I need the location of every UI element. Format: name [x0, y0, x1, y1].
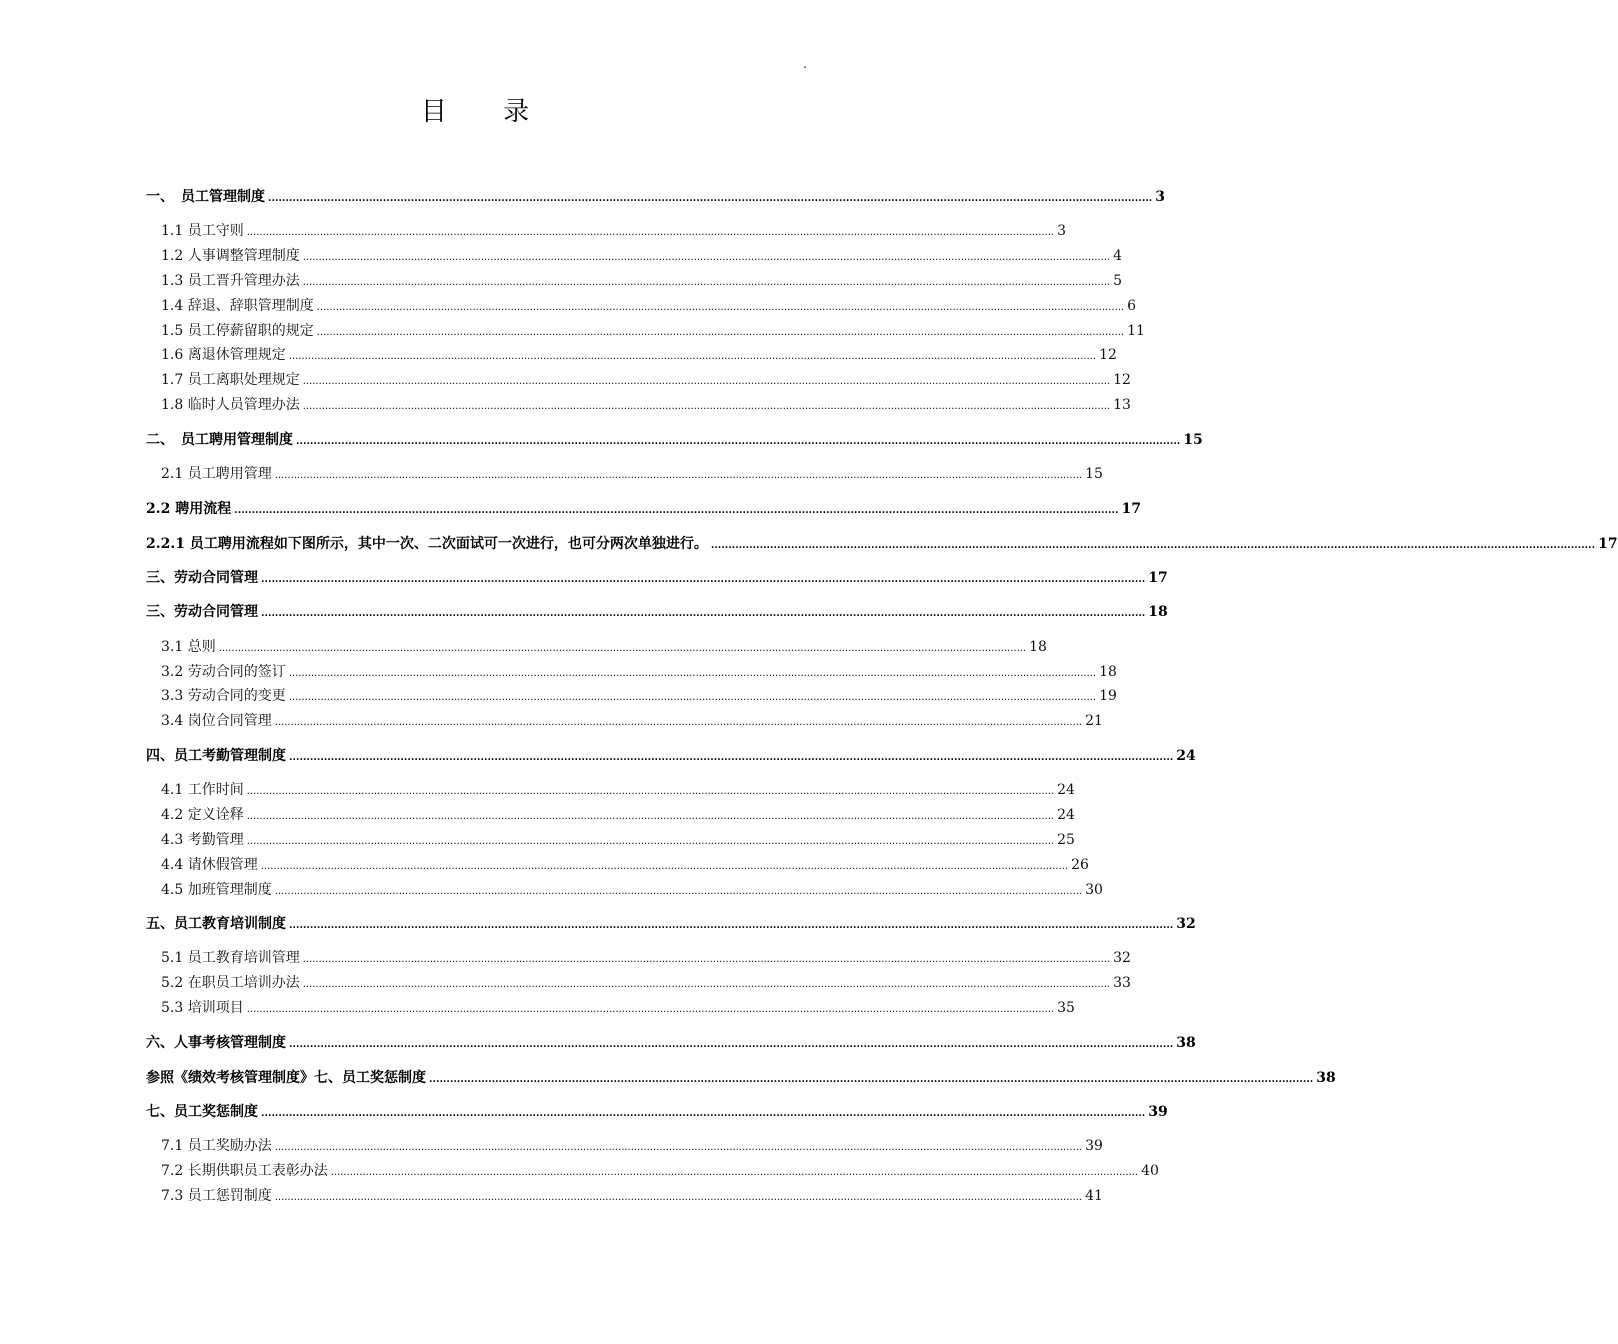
toc-entry-label: 参照《绩效考核管理制度》七、员工奖惩制度 [146, 1070, 426, 1086]
toc-page-number: 15 [1085, 466, 1103, 482]
toc-dot-leader: .............................................................................................................................................................................................................................................................. [302, 376, 1111, 387]
toc-page-number: 40 [1141, 1163, 1159, 1179]
toc-page-number: 12 [1113, 372, 1131, 388]
toc-page-number: 3 [1155, 189, 1166, 205]
toc-entry[interactable] [161, 295, 1137, 317]
toc-entry[interactable] [161, 879, 1103, 901]
toc-entry-label: 三、劳动合同管理 [146, 570, 258, 586]
toc-page-number: 3 [1057, 223, 1067, 239]
toc-entry-label: 一、 员工管理制度 [146, 189, 265, 205]
toc-entry-label: 1.5 员工停薪留职的规定 [161, 323, 314, 339]
toc-dot-leader: .............................................................................................................................................................................................................................................................. [218, 643, 1027, 654]
toc-page-number: 21 [1085, 713, 1103, 729]
toc-page-number: 26 [1071, 857, 1089, 873]
toc-entry-label: 1.1 员工守则 [161, 223, 244, 239]
toc-dot-leader: .............................................................................................................................................................................................................................................................. [261, 1108, 1146, 1119]
toc-page-number: 12 [1099, 347, 1117, 363]
toc-dot-leader: .............................................................................................................................................................................................................................................................. [289, 920, 1174, 931]
toc-entry-label: 5.1 员工教育培训管理 [161, 950, 300, 966]
toc-entry-label: 1.6 离退休管理规定 [161, 347, 286, 363]
toc-entry-label: 1.4 辞退、辞职管理制度 [161, 298, 314, 314]
toc-page-number: 33 [1113, 975, 1131, 991]
toc-entry[interactable] [161, 661, 1117, 683]
toc-entry-label: 二、 员工聘用管理制度 [146, 432, 293, 448]
toc-entry[interactable] [161, 710, 1103, 732]
toc-dot-leader: .............................................................................................................................................................................................................................................................. [246, 811, 1055, 822]
toc-dot-leader: .............................................................................................................................................................................................................................................................. [330, 1167, 1139, 1178]
toc-page-number: 38 [1316, 1070, 1336, 1086]
toc-entry[interactable] [161, 394, 1131, 416]
toc-page-number: 17 [1148, 570, 1168, 586]
toc-dot-leader: .............................................................................................................................................................................................................................................................. [302, 277, 1111, 288]
toc-entry[interactable] [161, 1160, 1159, 1182]
toc-entry-label: 1.3 员工晋升管理办法 [161, 273, 300, 289]
toc-page-number: 18 [1099, 664, 1117, 680]
toc-dot-leader: .............................................................................................................................................................................................................................................................. [289, 752, 1174, 763]
toc-page-number: 32 [1113, 950, 1131, 966]
toc-dot-leader: .............................................................................................................................................................................................................................................................. [246, 836, 1055, 847]
toc-entry[interactable] [161, 369, 1131, 391]
toc-page-number: 24 [1057, 807, 1075, 823]
toc-entry[interactable] [161, 636, 1047, 658]
toc-entry[interactable] [161, 1135, 1103, 1157]
toc-dot-leader: .............................................................................................................................................................................................................................................................. [234, 505, 1119, 516]
toc-dot-leader: .............................................................................................................................................................................................................................................................. [288, 692, 1097, 703]
toc-dot-leader: .............................................................................................................................................................................................................................................................. [274, 717, 1083, 728]
toc-page-number: 24 [1057, 782, 1075, 798]
toc-entry[interactable] [161, 245, 1123, 267]
toc-entry[interactable] [146, 745, 1196, 767]
toc-entry[interactable] [161, 320, 1145, 342]
toc-entry[interactable] [161, 220, 1067, 242]
toc-dot-leader: .............................................................................................................................................................................................................................................................. [289, 1039, 1174, 1050]
toc-page-number: 35 [1057, 1000, 1075, 1016]
toc-entry-label: 三、劳动合同管理 [146, 604, 258, 620]
toc-entry-label: 2.2.1 员工聘用流程如下图所示，其中一次、二次面试可一次进行，也可分两次单独进行。 [146, 536, 708, 552]
toc-entry-label: 四、员工考勤管理制度 [146, 748, 286, 764]
toc-entry[interactable] [161, 344, 1117, 366]
toc-entry-label: 六、人事考核管理制度 [146, 1035, 286, 1051]
toc-dot-leader: .............................................................................................................................................................................................................................................................. [261, 608, 1146, 619]
toc-dot-leader: .............................................................................................................................................................................................................................................................. [274, 886, 1083, 897]
toc-entry-label: 2.1 员工聘用管理 [161, 466, 272, 482]
toc-entry[interactable] [146, 913, 1196, 935]
toc-dot-leader: .............................................................................................................................................................................................................................................................. [261, 574, 1146, 585]
toc-page-number: 6 [1127, 298, 1137, 314]
toc-dot-leader: .............................................................................................................................................................................................................................................................. [710, 540, 1596, 551]
toc-page-number: 5 [1113, 273, 1123, 289]
toc-page-number: 18 [1148, 604, 1168, 620]
toc-dot-leader: .............................................................................................................................................................................................................................................................. [302, 979, 1111, 990]
toc-dot-leader: .............................................................................................................................................................................................................................................................. [246, 1004, 1055, 1015]
toc-dot-leader: .............................................................................................................................................................................................................................................................. [246, 227, 1055, 238]
toc-dot-leader: .............................................................................................................................................................................................................................................................. [302, 954, 1111, 965]
toc-entry[interactable] [161, 972, 1131, 994]
toc-page-number: 39 [1148, 1104, 1168, 1120]
toc-entry-label: 4.1 工作时间 [161, 782, 244, 798]
toc-entry-label: 3.1 总则 [161, 639, 216, 655]
toc-entry-label: 7.3 员工惩罚制度 [161, 1188, 272, 1204]
toc-entry[interactable] [161, 463, 1103, 485]
toc-entry-label: 4.2 定义诠释 [161, 807, 244, 823]
toc-dot-leader: .............................................................................................................................................................................................................................................................. [316, 327, 1125, 338]
toc-page-number: 38 [1176, 1035, 1196, 1051]
toc-page-number: 13 [1113, 397, 1131, 413]
toc-page-number: 24 [1176, 748, 1196, 764]
toc-page-number: 39 [1085, 1138, 1103, 1154]
toc-entry[interactable] [161, 947, 1131, 969]
toc-entry-label: 2.2 聘用流程 [146, 501, 232, 517]
toc-entry-label: 1.2 人事调整管理制度 [161, 248, 300, 264]
toc-dot-leader: .............................................................................................................................................................................................................................................................. [274, 1192, 1083, 1203]
page-title: 目 录 [420, 97, 554, 127]
toc-entry[interactable] [161, 685, 1117, 707]
toc-page-number: 18 [1029, 639, 1047, 655]
toc-dot-leader: .............................................................................................................................................................................................................................................................. [429, 1074, 1314, 1085]
toc-entry[interactable] [146, 1067, 1336, 1089]
toc-entry-label: 5.3 培训项目 [161, 1000, 244, 1016]
toc-page-number: 4 [1113, 248, 1123, 264]
toc-entry[interactable] [161, 997, 1075, 1019]
toc-entry-label: 3.2 劳动合同的签订 [161, 664, 286, 680]
toc-dot-leader: .............................................................................................................................................................................................................................................................. [246, 786, 1055, 797]
toc-dot-leader: .............................................................................................................................................................................................................................................................. [260, 861, 1069, 872]
toc-entry-label: 5.2 在职员工培训办法 [161, 975, 300, 991]
toc-entry-label: 3.3 劳动合同的变更 [161, 688, 286, 704]
toc-page-number: 32 [1176, 916, 1196, 932]
toc-page-number: 17 [1121, 501, 1142, 517]
toc-entry[interactable] [161, 804, 1075, 826]
toc-entry-label: 4.5 加班管理制度 [161, 882, 272, 898]
toc-page-number: 17 [1598, 536, 1618, 552]
toc-dot-leader: .............................................................................................................................................................................................................................................................. [302, 401, 1111, 412]
toc-entry[interactable] [146, 186, 1166, 208]
toc-entry[interactable] [146, 429, 1203, 451]
toc-page-number: 41 [1085, 1188, 1103, 1204]
toc-entry[interactable] [146, 567, 1168, 589]
toc-page-number: 15 [1183, 432, 1203, 448]
toc-page-number: 11 [1127, 323, 1145, 339]
toc-entry[interactable] [161, 854, 1089, 876]
toc-dot-leader: .............................................................................................................................................................................................................................................................. [274, 1142, 1083, 1153]
toc-entry-label: 4.3 考勤管理 [161, 832, 244, 848]
toc-entry-label: 七、员工奖惩制度 [146, 1104, 258, 1120]
corner-mark: . [803, 57, 807, 71]
toc-entry-label: 7.1 员工奖励办法 [161, 1138, 272, 1154]
toc-entry[interactable] [146, 533, 1618, 555]
toc-entry[interactable] [161, 1185, 1103, 1207]
toc-entry-label: 五、员工教育培训制度 [146, 916, 286, 932]
toc-dot-leader: .............................................................................................................................................................................................................................................................. [302, 252, 1111, 263]
toc-entry-label: 1.8 临时人员管理办法 [161, 397, 300, 413]
toc-dot-leader: .............................................................................................................................................................................................................................................................. [274, 470, 1083, 481]
toc-dot-leader: .............................................................................................................................................................................................................................................................. [288, 351, 1097, 362]
toc-entry-label: 1.7 员工离职处理规定 [161, 372, 300, 388]
toc-entry[interactable] [161, 779, 1075, 801]
toc-entry[interactable] [161, 829, 1075, 851]
toc-page-number: 30 [1085, 882, 1103, 898]
toc-dot-leader: .............................................................................................................................................................................................................................................................. [316, 302, 1125, 313]
toc-dot-leader: .............................................................................................................................................................................................................................................................. [288, 668, 1097, 679]
toc-entry-label: 3.4 岗位合同管理 [161, 713, 272, 729]
toc-entry[interactable] [146, 1101, 1168, 1123]
toc-page-number: 25 [1057, 832, 1075, 848]
toc-entry[interactable] [146, 601, 1168, 623]
toc-dot-leader: .............................................................................................................................................................................................................................................................. [268, 193, 1153, 204]
toc-page-number: 19 [1099, 688, 1117, 704]
toc-entry-label: 7.2 长期供职员工表彰办法 [161, 1163, 328, 1179]
toc-entry[interactable] [161, 270, 1123, 292]
toc-dot-leader: .............................................................................................................................................................................................................................................................. [296, 436, 1181, 447]
toc-entry[interactable] [146, 1032, 1196, 1054]
toc-entry-label: 4.4 请休假管理 [161, 857, 258, 873]
toc-entry[interactable] [146, 498, 1142, 520]
